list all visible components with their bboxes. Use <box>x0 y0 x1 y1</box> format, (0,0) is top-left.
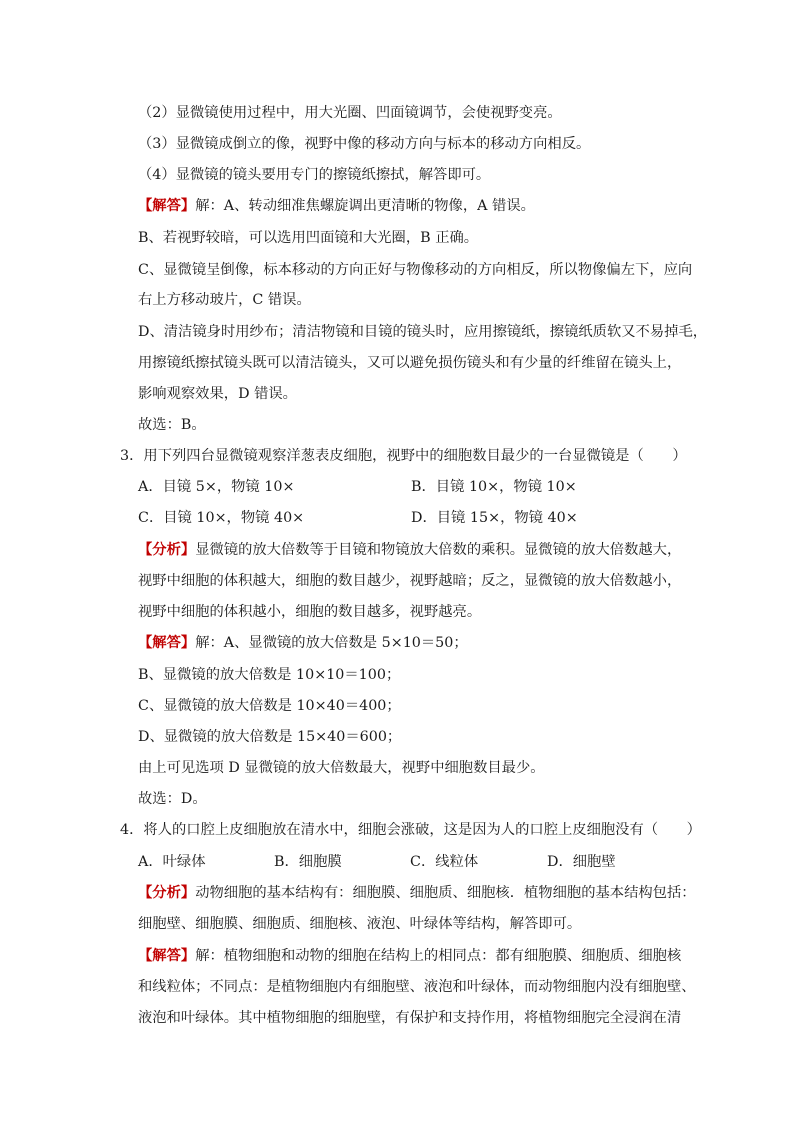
answer-line: D、清洁镜身时用纱布；清洁物镜和目镜的镜头时，应用擦镜纸，擦镜纸质软又不易掉毛， <box>138 324 708 340</box>
q4-option-a: A．叶绿体 <box>138 854 206 870</box>
answer-tag: 【解答】 <box>138 198 196 214</box>
q4-option-c: C．线粒体 <box>410 854 479 870</box>
analysis-line: 细胞壁、细胞膜、细胞质、细胞核、液泡、叶绿体等结构，解答即可。 <box>138 916 582 932</box>
final-choice: 故选：D。 <box>138 791 207 807</box>
final-choice: 故选：B。 <box>138 417 206 433</box>
q3-option-d: D．目镜 15×，物镜 40× <box>411 510 578 526</box>
analysis-line: 视野中细胞的体积越大，细胞的数目越少，视野越暗；反之，显微镜的放大倍数越小， <box>138 573 682 589</box>
answer-line: 由上可见选项 D 显微镜的放大倍数最大，视野中细胞数目最少。 <box>138 760 545 776</box>
analysis-tag: 【分析】 <box>138 885 196 901</box>
q4-option-d: D．细胞壁 <box>547 854 616 870</box>
analysis-line: 【分析】显微镜的放大倍数等于目镜和物镜放大倍数的乘积。显微镜的放大倍数越大， <box>138 542 682 558</box>
answer-line: C、显微镜呈倒像，标本移动的方向正好与物像移动的方向相反，所以物像偏左下，应向 <box>138 262 693 278</box>
answer-line: B、显微镜的放大倍数是 10×10＝100； <box>138 667 401 683</box>
analysis-line: （4）显微镜的镜头要用专门的擦镜纸擦拭，解答即可。 <box>138 167 491 183</box>
answer-tag: 【解答】 <box>138 948 196 964</box>
q4-option-b: B．细胞膜 <box>274 854 342 870</box>
answer-line: 和线粒体；不同点：是植物细胞内有细胞壁、液泡和叶绿体，而动物细胞内没有细胞壁、 <box>138 979 696 995</box>
answer-line: 【解答】解：A、显微镜的放大倍数是 5×10＝50； <box>138 635 468 651</box>
answer-line: C、显微镜的放大倍数是 10×40＝400； <box>138 698 401 714</box>
q3-option-a: A．目镜 5×，物镜 10× <box>138 479 295 495</box>
analysis-line: （3）显微镜成倒立的像，视野中像的移动方向与标本的移动方向相反。 <box>138 136 591 152</box>
answer-line: B、若视野较暗，可以选用凹面镜和大光圈，B 正确。 <box>138 230 479 246</box>
q3-option-c: C．目镜 10×，物镜 40× <box>138 510 305 526</box>
answer-tag: 【解答】 <box>138 635 196 651</box>
question-4-stem: 4．将人的口腔上皮细胞放在清水中，细胞会涨破，这是因为人的口腔上皮细胞没有（ ） <box>120 822 701 838</box>
answer-line: D、显微镜的放大倍数是 15×40＝600； <box>138 729 402 745</box>
answer-line: 影响观察效果，D 错误。 <box>138 386 297 402</box>
answer-line: 用擦镜纸擦拭镜头既可以清洁镜头，又可以避免损伤镜头和有少量的纤维留在镜头上， <box>138 355 682 371</box>
analysis-line: 【分析】动物细胞的基本结构有：细胞膜、细胞质、细胞核．植物细胞的基本结构包括： <box>138 885 696 901</box>
analysis-line: （2）显微镜使用过程中，用大光圈、凹面镜调节，会使视野变亮。 <box>138 105 562 121</box>
answer-line: 液泡和叶绿体。其中植物细胞的细胞壁，有保护和支持作用，将植物细胞完全浸润在清 <box>138 1010 682 1026</box>
answer-line: 右上方移动玻片，C 错误。 <box>138 292 311 308</box>
question-3-stem: 3．用下列四台显微镜观察洋葱表皮细胞，视野中的细胞数目最少的一台显微镜是（ ） <box>120 448 687 464</box>
q3-option-b: B．目镜 10×，物镜 10× <box>411 479 577 495</box>
answer-line: 【解答】解：植物细胞和动物的细胞在结构上的相同点：都有细胞膜、细胞质、细胞核 <box>138 948 682 964</box>
analysis-line: 视野中细胞的体积越小，细胞的数目越多，视野越亮。 <box>138 604 482 620</box>
analysis-tag: 【分析】 <box>138 542 196 558</box>
answer-line: 【解答】解：A、转动细准焦螺旋调出更清晰的物像，A 错误。 <box>138 198 535 214</box>
